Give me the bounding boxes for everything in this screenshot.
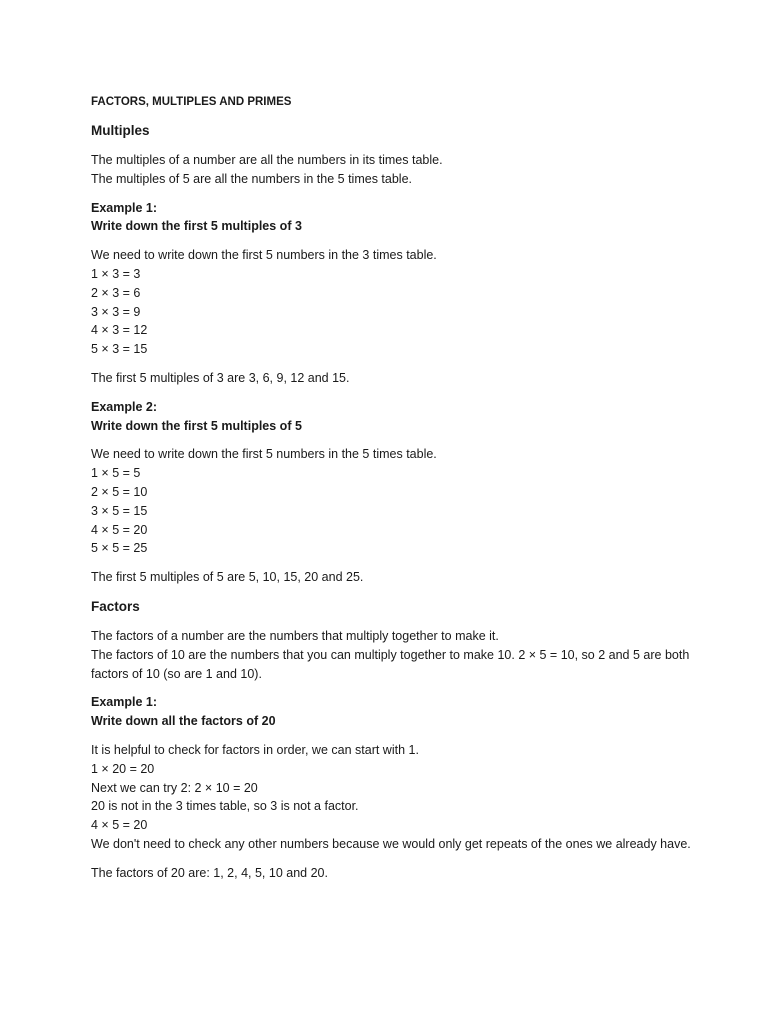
- example-conclusion: The factors of 20 are: 1, 2, 4, 5, 10 and 20.: [91, 865, 328, 880]
- calculation-line: 2 × 5 = 10: [91, 484, 148, 499]
- example-conclusion: The first 5 multiples of 3 are 3, 6, 9, 12 and 15.: [91, 370, 350, 385]
- calculation-line: 20 is not in the 3 times table, so 3 is not a factor.: [91, 799, 359, 814]
- factors-intro-line: The factors of a number are the numbers that multiply together to make it.: [91, 628, 499, 643]
- example-question: Write down the first 5 multiples of 3: [91, 219, 302, 234]
- calculation-line: 1 × 3 = 3: [91, 266, 141, 281]
- example-intro: We need to write down the first 5 numbers in the 5 times table.: [91, 447, 437, 462]
- calculation-line: Next we can try 2: 2 × 10 = 20: [91, 780, 258, 795]
- example-question: Write down the first 5 multiples of 5: [91, 418, 302, 433]
- calculation-line: 4 × 3 = 12: [91, 323, 148, 338]
- example-question: Write down all the factors of 20: [91, 714, 276, 729]
- calculation-line: 4 × 5 = 20: [91, 818, 148, 833]
- example-label: Example 2:: [91, 399, 158, 414]
- multiples-heading: Multiples: [91, 123, 150, 138]
- calculation-line: We don't need to check any other numbers because we would only get repeats of the ones we already have.: [91, 836, 691, 851]
- document-page: [91, 93, 691, 883]
- calculation-line: 1 × 5 = 5: [91, 466, 141, 481]
- calculation-line: 3 × 3 = 9: [91, 304, 141, 319]
- calculation-line: It is helpful to check for factors in order, we can start with 1.: [91, 742, 419, 757]
- document-title: FACTORS, MULTIPLES AND PRIMES: [91, 96, 292, 108]
- example-conclusion: The first 5 multiples of 5 are 5, 10, 15, 20 and 25.: [91, 570, 364, 585]
- calculation-line: 5 × 5 = 25: [91, 541, 148, 556]
- example-label: Example 1:: [91, 200, 158, 215]
- multiples-intro-line: The multiples of 5 are all the numbers in the 5 times table.: [91, 171, 412, 186]
- calculation-line: 3 × 5 = 15: [91, 503, 148, 518]
- calculation-line: 5 × 3 = 15: [91, 342, 148, 357]
- calculation-line: 1 × 20 = 20: [91, 761, 155, 776]
- factors-heading: Factors: [91, 598, 140, 614]
- calculation-line: 2 × 3 = 6: [91, 285, 141, 300]
- factors-intro-line: The factors of 10 are the numbers that you can multiply together to make 10. 2 × 5 = 10, so 2 and 5 are both factors of 10 (so are 1 and 10).: [91, 647, 690, 681]
- example-label: Example 1:: [91, 695, 158, 710]
- calculation-line: 4 × 5 = 20: [91, 522, 148, 537]
- example-intro: We need to write down the first 5 numbers in the 3 times table.: [91, 248, 437, 263]
- multiples-intro-line: The multiples of a number are all the numbers in its times table.: [91, 153, 443, 167]
